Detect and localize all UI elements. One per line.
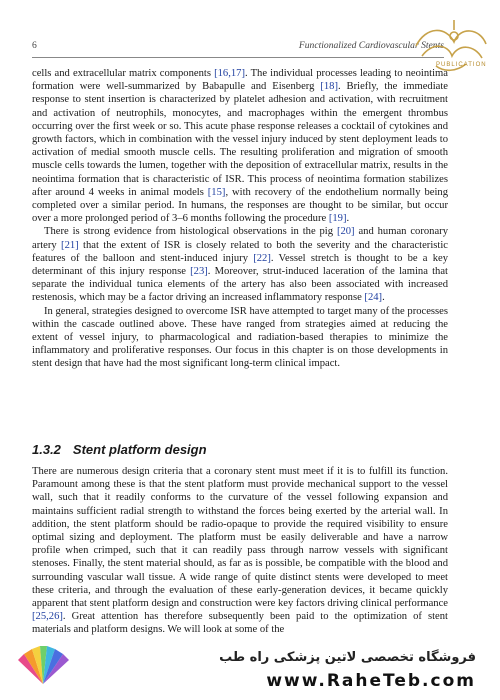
publisher-logo-text: PUBLICATION bbox=[436, 62, 487, 68]
header-rule bbox=[32, 57, 444, 58]
citation-link[interactable]: [20] bbox=[336, 226, 355, 238]
citation-link[interactable]: [21] bbox=[61, 239, 79, 251]
citation-link[interactable]: [18] bbox=[320, 81, 338, 93]
footer-band bbox=[0, 640, 500, 700]
paragraph-text: . bbox=[346, 213, 350, 225]
section-body-text bbox=[32, 465, 448, 637]
footer-logo bbox=[14, 642, 72, 690]
body-text bbox=[32, 67, 448, 371]
section-number: 1.3.2 bbox=[32, 442, 61, 457]
book-fan-icon bbox=[14, 642, 72, 690]
running-title: Functionalized Cardiovascular Stents bbox=[298, 40, 444, 51]
paragraph-text: . Briefly, the immediate response to stent insertion is characterized by platelet adhesion and activation, with recruitment and activation of neutrophils, monocytes, and macrophages within the emergent thrombus occurring over the first week or so. This acute phase response releases a cocktail of cytokines and growth factors, which in combination with the vessel injury induced by stent deployment leads to activation of medial smooth muscle cells. The resulting proliferation and migration of smooth muscle cells towards the lumen, together with the deposition of extracellular matrix, results in the neointima formation that is characteristic of ISR. This process of neointima formation stabilizes after around 4 weeks in animal models bbox=[32, 81, 449, 198]
running-header bbox=[32, 40, 444, 54]
citation-link[interactable]: [25,26] bbox=[32, 611, 63, 623]
paragraph-text: . Great attention has therefore subsequently been paid to the optimization of stent materials and platform designs. We will look at some of the bbox=[32, 611, 448, 636]
paragraph-text: cells and extracellular matrix components bbox=[32, 68, 215, 79]
paragraph-text: There is strong evidence from histological observations in the pig bbox=[44, 226, 337, 238]
section-heading bbox=[32, 442, 448, 457]
citation-link[interactable]: [22] bbox=[253, 252, 271, 264]
citation-link[interactable]: [15] bbox=[207, 186, 226, 198]
paragraph-text: In general, strategies designed to overcome ISR have attempted to target many of the processes within the cascade outlined above. These have ranged from strategies aimed at reducing the extent of vessel injury, to pharmacological and radiation-based therapies to minimize the inflammatory and proliferative responses. Our focus in this chapter is on those developments in stent design that have had the most significant long-term clinical impact. bbox=[32, 305, 448, 370]
page-number: 6 bbox=[32, 40, 37, 51]
paragraph-text: . bbox=[382, 292, 385, 304]
paragraph bbox=[32, 67, 448, 225]
citation-link[interactable]: [19] bbox=[328, 213, 347, 225]
paragraph-text: , with recovery of the endothelium normally being completed over a similar period. In humans, the responses are thought to be similar, but occur over a more prolonged period of 3–6 months following the procedure bbox=[32, 186, 448, 225]
paragraph bbox=[32, 225, 448, 304]
paragraph-text: . Moreover, strut-induced laceration of the lamina that separate the individual tunica elements of the artery has also been associated with increased restenosis, which may be a factor driving an increased inflammatory response bbox=[32, 266, 448, 304]
footer-url[interactable]: www.RaheTeb.com bbox=[266, 671, 476, 691]
section-title: Stent platform design bbox=[72, 442, 207, 457]
paragraph bbox=[32, 465, 448, 637]
paragraph-text: There are numerous design criteria that a coronary stent must meet if it is to fulfill its function. Paramount among these is that the stent platform must provide mechanical support to the vessel wall, such that it readily conforms to the curvature of the vessel following expansion and maintains sufficient radial strength to withstand the forces being exerted by the arterial wall. In addition, the stent platform should be radio-opaque to provide the required visibility to ensure optimal sizing and deployment. The platform must be easily deliverable and have a narrow profile when crimped, such that it can readily pass through narrow vessels with significant stenoses. Finally, the stent material should, as far as is possible, be compatible with the blood and surrounding vascular wall tissue. A wide range of quite distinct stents were developed to meet these criteria, and through the evaluation of these early-generation devices, it became quickly apparent that stent platform design and construction were key factors driving clinical performance bbox=[32, 466, 448, 610]
citation-link[interactable]: [16,17] bbox=[214, 68, 245, 79]
citation-link[interactable]: [24] bbox=[364, 292, 383, 304]
paragraph-text: and human coronary artery bbox=[32, 226, 448, 251]
footer-store-name: فروشگاه تخصصی لاتین پزشکی راه طب bbox=[219, 650, 476, 665]
paragraph bbox=[32, 305, 448, 371]
paragraph-text: that the extent of ISR is closely related to both the severity and the characteristic features of the balloon and stent-induced injury bbox=[32, 239, 448, 264]
citation-link[interactable]: [23] bbox=[190, 266, 208, 278]
paragraph-text: . The individual processes leading to neointima formation were well-summarized by Babapulle and Eisenberg bbox=[32, 68, 448, 93]
paragraph-text: . Vessel stretch is thought to be a key determinant of this injury response bbox=[32, 252, 448, 278]
